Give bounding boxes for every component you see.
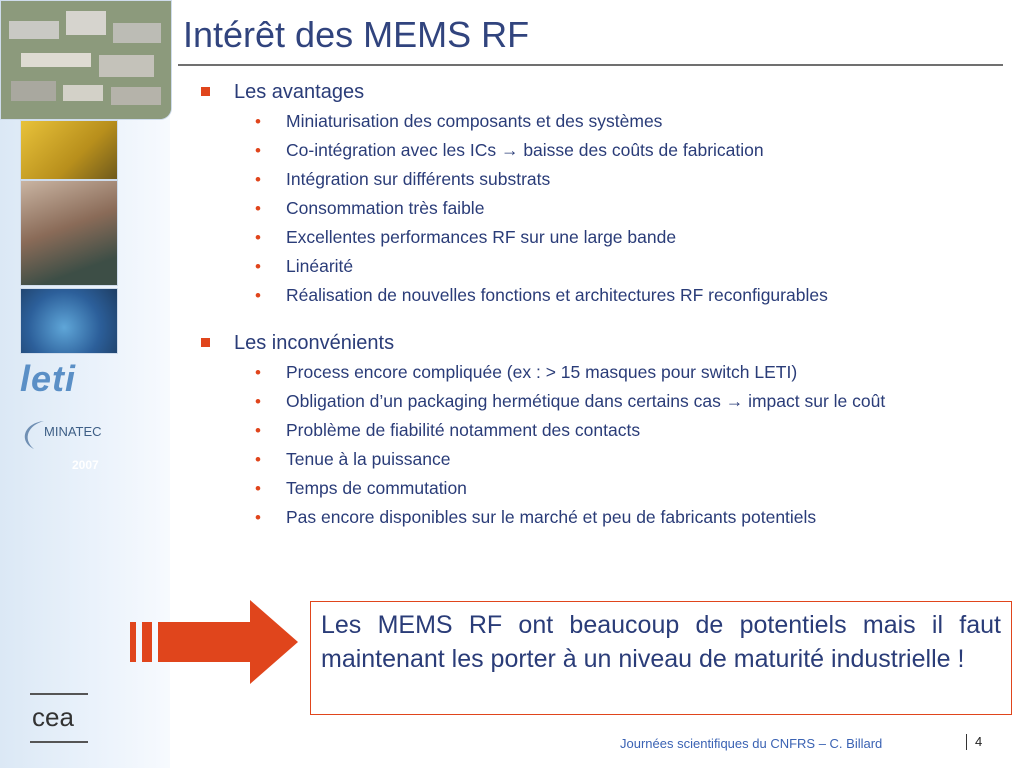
section-heading [197, 79, 997, 105]
section-disadvantages [197, 330, 997, 532]
bullet-icon: • [255, 286, 261, 305]
list-item [197, 223, 997, 252]
bullet-icon: • [255, 450, 261, 469]
list-item [197, 252, 997, 281]
disadvantages-list [197, 358, 997, 532]
bullet-icon: • [255, 508, 261, 527]
list-item [197, 281, 997, 310]
list-item [197, 387, 997, 416]
list-item-text: Consommation très faible [286, 198, 485, 218]
bullet-icon: • [255, 112, 261, 131]
list-item-text: Obligation d’un packaging hermétique dans certains cas → impact sur le coût [286, 391, 886, 411]
page-number: 4 [975, 734, 983, 749]
list-item [197, 416, 997, 445]
title-divider [178, 64, 1003, 66]
list-item [197, 136, 997, 165]
section-heading [197, 330, 997, 356]
list-item-text: Tenue à la puissance [286, 449, 451, 469]
leti-logo: leti [20, 358, 77, 399]
bullet-icon: • [255, 421, 261, 440]
bullet-icon: • [255, 392, 261, 411]
aerial-photo [0, 0, 172, 120]
section-advantages [197, 79, 997, 310]
list-item [197, 445, 997, 474]
square-bullet-icon [201, 87, 210, 96]
bullet-icon: • [255, 170, 261, 189]
list-item [197, 107, 997, 136]
list-item-text: Co-intégration avec les ICs → baisse des coûts de fabrication [286, 140, 764, 160]
section-heading-text: Les inconvénients [234, 332, 395, 354]
bullet-icon: • [255, 363, 261, 382]
list-item [197, 194, 997, 223]
bullet-icon: • [255, 228, 261, 247]
list-item-text: Miniaturisation des composants et des systèmes [286, 111, 663, 131]
list-item-text: Problème de fiabilité notamment des contacts [286, 420, 641, 440]
advantages-list [197, 107, 997, 310]
list-item [197, 358, 997, 387]
bullet-icon: • [255, 199, 261, 218]
list-item-text: Temps de commutation [286, 478, 467, 498]
page-separator [966, 734, 967, 750]
wafer-photo [20, 288, 118, 354]
bullet-icon: • [255, 257, 261, 276]
list-item [197, 503, 997, 532]
list-item-text: Réalisation de nouvelles fonctions et architectures RF reconfigurables [286, 285, 828, 305]
cea-logo-icon [30, 690, 88, 746]
list-item [197, 165, 997, 194]
square-bullet-icon [201, 338, 210, 347]
list-item-text: Excellentes performances RF sur une large bande [286, 227, 677, 247]
minatec-logo-text: MINATEC [44, 424, 102, 439]
bullet-icon: • [255, 479, 261, 498]
slide-content [197, 79, 997, 532]
cleanroom-photo [20, 120, 118, 180]
conclusion-box: Les MEMS RF ont beaucoup de potentiels mais il faut maintenant les porter à un niveau de maturité industrielle ! [310, 601, 1012, 715]
list-item-text: Intégration sur différents substrats [286, 169, 551, 189]
list-item-text: Process encore compliquée (ex : > 15 masques pour switch LETI) [286, 362, 798, 382]
svg-text:cea: cea [32, 702, 74, 732]
section-heading-text: Les avantages [234, 81, 365, 103]
list-item-text: Linéarité [286, 256, 354, 276]
list-item [197, 474, 997, 503]
footer-text: Journées scientifiques du CNFRS – C. Billard [620, 736, 883, 751]
slide-title: Intérêt des MEMS RF [183, 14, 530, 55]
bullet-icon: • [255, 141, 261, 160]
lab-technician-photo [20, 180, 118, 286]
list-item-text: Pas encore disponibles sur le marché et peu de fabricants potentiels [286, 507, 817, 527]
arrow-right-icon [130, 600, 300, 684]
year-label: 2007 [72, 458, 99, 472]
